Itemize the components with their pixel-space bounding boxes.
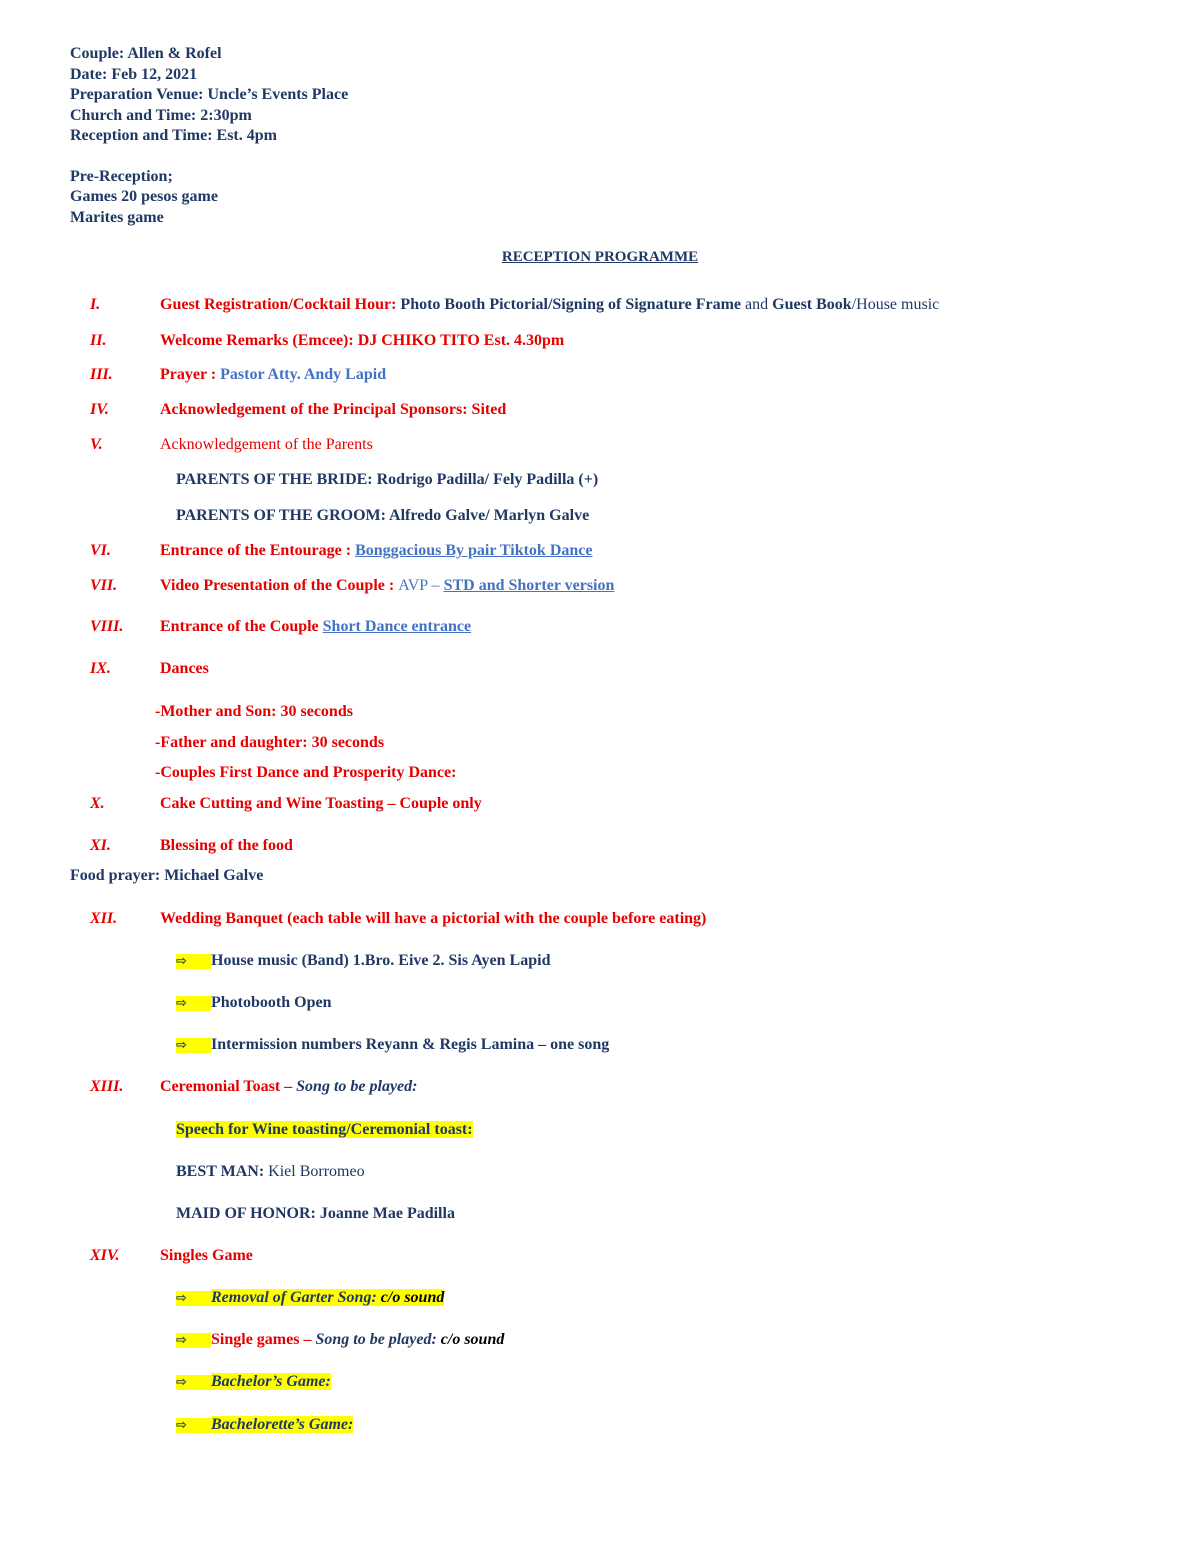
bullet-text: Single games – (211, 1331, 316, 1348)
bullet-text: Intermission numbers Reyann & Regis Lamina – one song (211, 1036, 610, 1053)
item-number: X. (90, 795, 105, 812)
item-number: XII. (90, 910, 118, 927)
entourage-dance-link[interactable]: Bonggacious By pair Tiktok Dance (355, 542, 593, 559)
item-number: V. (90, 436, 103, 453)
item-detail: Pastor Atty. Andy Lapid (220, 366, 387, 383)
item-detail: Guest Book (772, 296, 852, 313)
bullet-text: Photobooth Open (211, 994, 332, 1011)
bullet-text: c/o sound (380, 1289, 445, 1306)
item-number: VIII. (90, 618, 124, 635)
arrow-right-icon: ⇨ (176, 1418, 211, 1433)
arrow-right-icon: ⇨ (176, 1375, 211, 1390)
reception-line: Reception and Time: Est. 4pm (70, 127, 277, 144)
games-line-1: Games 20 pesos game (70, 188, 218, 205)
arrow-right-icon: ⇨ (176, 996, 211, 1011)
item-ceremonial-toast (160, 1078, 417, 1096)
arrow-right-icon: ⇨ (176, 1333, 211, 1348)
parents-of-groom: PARENTS OF THE GROOM: Alfredo Galve/ Marlyn Galve (176, 507, 590, 524)
singles-single-games (176, 1331, 504, 1349)
item-detail: and (741, 296, 773, 313)
speech-text: Speech for Wine toasting/Ceremonial toast: (176, 1121, 473, 1138)
item-wedding-banquet: Wedding Banquet (each table will have a pictorial with the couple before eating) (160, 910, 707, 927)
bullet-text: Song to be played: (315, 1331, 441, 1348)
item-dances: Dances (160, 660, 209, 677)
item-guest-registration (160, 296, 939, 314)
dance-mother-son: -Mother and Son: 30 seconds (155, 703, 353, 720)
best-man-name: Kiel Borromeo (268, 1163, 365, 1180)
church-line: Church and Time: 2:30pm (70, 106, 252, 124)
item-principal-sponsors: Acknowledgement of the Principal Sponsors: Sited (160, 401, 507, 418)
item-video-presentation (160, 577, 614, 595)
item-number: III. (90, 366, 113, 383)
item-number: IX. (90, 660, 111, 677)
best-man-label: BEST MAN: (176, 1163, 269, 1180)
item-number: XIII. (90, 1078, 124, 1095)
bullet-text: House music (Band) 1.Bro. Eive 2. Sis Ayen Lapid (211, 952, 551, 969)
prep-venue-line: Preparation Venue: Uncle’s Events Place (70, 86, 349, 103)
toast-best-man (176, 1163, 365, 1181)
bullet-text: Removal of Garter Song: (211, 1289, 381, 1306)
item-detail: /House music (851, 296, 940, 313)
event-header (70, 44, 348, 228)
item-label: Video Presentation of the Couple : (160, 577, 399, 594)
food-prayer: Food prayer: Michael Galve (70, 867, 264, 884)
arrow-right-icon: ⇨ (176, 954, 211, 969)
item-welcome-remarks: Welcome Remarks (Emcee): DJ CHIKO TITO Est. 4.30pm (160, 332, 565, 349)
item-entourage (160, 542, 592, 560)
dance-father-daughter: -Father and daughter: 30 seconds (155, 734, 385, 751)
item-number: II. (90, 332, 107, 349)
arrow-right-icon: ⇨ (176, 1291, 211, 1306)
item-detail: Song to be played: (296, 1078, 418, 1095)
singles-bachelorette (176, 1416, 353, 1434)
item-number: XIV. (90, 1247, 120, 1264)
couple-dance-link[interactable]: Short Dance entrance (322, 618, 472, 635)
date-line: Date: Feb 12, 2021 (70, 65, 198, 83)
toast-speech (176, 1121, 473, 1139)
item-blessing: Blessing of the food (160, 837, 293, 854)
couple-line: Couple: Allen & Rofel (70, 45, 222, 62)
item-number: XI. (90, 837, 111, 854)
bullet-text: c/o sound (440, 1331, 505, 1348)
bullet-text: Bachelor’s Game: (211, 1373, 331, 1390)
item-number: I. (90, 296, 101, 313)
singles-garter (176, 1289, 444, 1307)
programme-title: RECEPTION PROGRAMME (501, 249, 699, 265)
item-singles-game: Singles Game (160, 1247, 253, 1264)
item-prayer (160, 366, 386, 384)
games-line-2: Marites game (70, 208, 164, 226)
video-version-link[interactable]: STD and Shorter version (443, 577, 615, 594)
banquet-house-music (176, 952, 550, 970)
item-label: Prayer : (160, 366, 221, 383)
item-number: VII. (90, 577, 118, 594)
item-number: VI. (90, 542, 111, 559)
item-number: IV. (90, 401, 109, 418)
arrow-right-icon: ⇨ (176, 1038, 211, 1053)
item-parents: Acknowledgement of the Parents (160, 436, 373, 453)
item-label: Guest Registration/Cocktail Hour: (160, 296, 397, 313)
singles-bachelor (176, 1373, 331, 1391)
banquet-intermission (176, 1036, 609, 1054)
item-cake-cutting: Cake Cutting and Wine Toasting – Couple only (160, 795, 482, 812)
item-detail: Photo Booth Pictorial/Signing of Signature Frame (396, 296, 742, 313)
item-label: Entrance of the Entourage : (160, 542, 356, 559)
item-couple-entrance (160, 618, 471, 636)
dance-couples-first: -Couples First Dance and Prosperity Dance: (155, 764, 457, 781)
parents-of-bride: PARENTS OF THE BRIDE: Rodrigo Padilla/ Fely Padilla (+) (176, 471, 599, 488)
toast-maid-of-honor: MAID OF HONOR: Joanne Mae Padilla (176, 1205, 455, 1222)
bullet-text: Bachelorette’s Game: (211, 1416, 354, 1433)
item-label: Entrance of the Couple (160, 618, 323, 635)
item-label: Ceremonial Toast – (160, 1078, 297, 1095)
item-detail: AVP – (398, 577, 444, 594)
pre-reception-line: Pre-Reception; (70, 167, 173, 185)
banquet-photobooth (176, 994, 331, 1012)
